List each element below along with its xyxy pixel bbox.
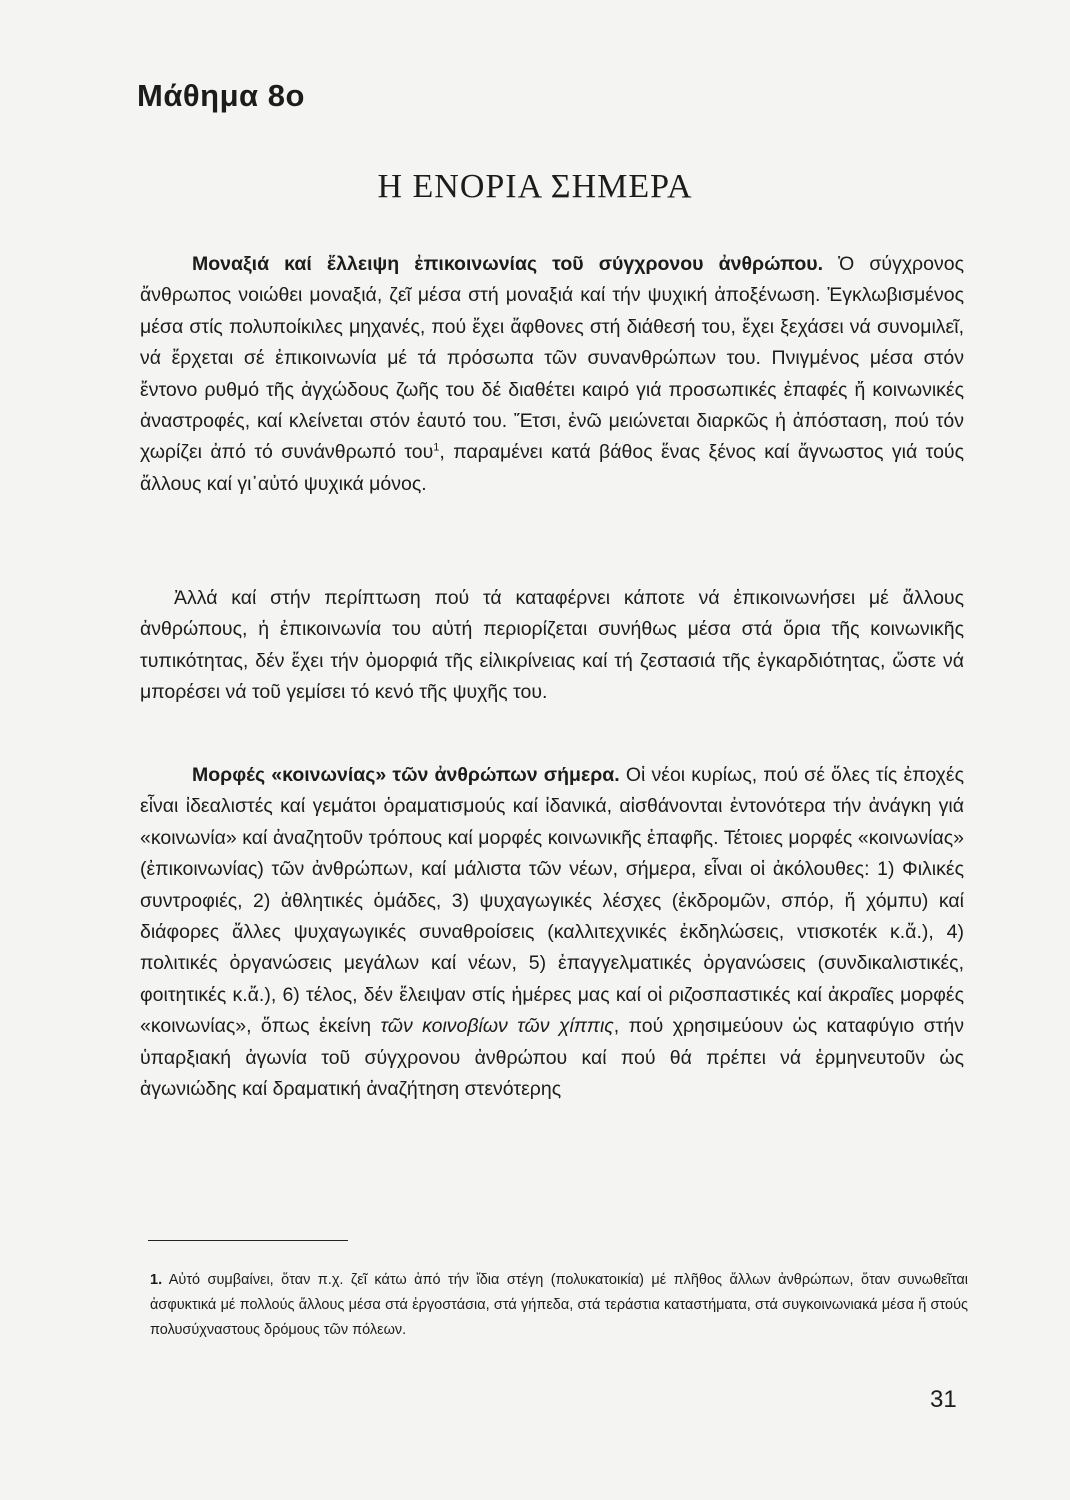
paragraph-communication: Ἀλλά καί στήν περίπτωση πού τά καταφέρνει κάποτε νά ἐπικοινωνήσει μέ ἄλλους ἀνθρώπους, ἡ ἐπικοινωνία του αὐτή περιορίζεται συνήθως μέσα στά ὅρια τῆς κοινωνικῆς τυπικότητας, δέν ἔχει τήν ὀμορφιά τῆς εἰλικρίνειας καί τή ζεστασιά τῆς ἐγκαρδιότητας, ὥστε νά μπορέσει νά τοῦ γεμίσει τό κενό τῆς ψυχῆς του. bbox=[140, 587, 964, 704]
italic-phrase: τῶν κοινοβίων τῶν χίππις bbox=[380, 1015, 614, 1038]
paragraph-text: Ὁ σύγχρονος ἄνθρωπος νοιώθει μοναξιά, ζεῖ μέσα στή μοναξιά καί τήν ψυχική ἀποξένωση. Ἐγκλωβισμένος μέσα στίς πολυποίκιλες μηχανές, πού ἔχει ἄφθονες στή διάθεσή του, ἔχει ξεχάσει νά συνομιλεῖ, νά ἔρχεται σέ ἐπικοινωνία μέ τά πρόσωπα τῶν συνανθρώπων του. Πνιγμένος μέσα στόν ἔντονο ρυθμό τῆς ἀγχώδους ζωῆς του δέ διαθέτει καιρό γιά προσωπικές ἐπαφές ἤ κοινωνικές ἀναστροφές, καί κλείνεται στόν ἑαυτό του. Ἔτσι, ἐνῶ μειώνεται διαρκῶς ἡ ἀπόσταση, πού τόν χωρίζει ἀπό τό συνάνθρωπό του bbox=[140, 253, 964, 464]
paragraph-text: Οἱ νέοι κυρίως, πού σέ ὅλες τίς ἐποχές εἶναι ἰδεαλιστές καί γεμάτοι ὁραματισμούς καί ἰδανικά, αἰσθάνονται ἐντονότερα τήν ἀνάγκη γιά «κοινωνία» καί ἀναζητοῦν τρόπους καί μορφές κοινωνικῆς ἐπαφῆς. Τέτοιες μορφές «κοινωνίας» (ἐπικοινωνίας) τῶν ἀνθρώπων, καί μάλιστα τῶν νέων, σήμερα, εἶναι οἱ ἀκόλουθες: 1) Φιλικές συντροφιές, 2) ἀθλητικές ὁμάδες, 3) ψυχαγωγικές λέσχες (ἐκδρομῶν, σπόρ, ἤ χόμπυ) καί διάφορες ἄλλες ψυχαγωγικές συναθροίσεις (καλλιτεχνικές ἐκδηλώσεις, ντισκοτέκ κ.ἄ.), 4) πολιτικές ὀργανώσεις μεγάλων καί νέων, 5) ἐπαγγελματικές ὀργανώσεις (συνδικαλιστικές, φοιτητικές κ.ἄ.), 6) τέλος, δέν ἔλειψαν στίς ἡμέρες μας καί οἱ ριζοσπαστικές καί ἀκραῖες μορφές «κοινωνίας», ὅπως ἐκείνη bbox=[140, 764, 964, 1038]
paragraph-forms-of-community bbox=[140, 760, 964, 1105]
paragraph-loneliness bbox=[140, 249, 964, 500]
footnote-reference: 1 bbox=[433, 441, 440, 454]
page-number: 31 bbox=[930, 1386, 957, 1413]
footnote-divider bbox=[148, 1240, 348, 1241]
paragraph-text: , παραμένει κατά βάθος ἕνας ξένος καί ἄγνωστος γιά τούς ἄλλους καί γι᾽αὐτό ψυχικά μόνος. bbox=[140, 441, 964, 495]
lesson-label: Μάθημα 8ο bbox=[137, 78, 305, 113]
section-heading-loneliness: Μοναξιά καί ἔλλειψη ἐπικοινωνίας τοῦ σύγχρονου ἀνθρώπου. bbox=[192, 253, 824, 275]
chapter-title: Η ΕΝΟΡΙΑ ΣΗΜΕΡΑ bbox=[377, 168, 693, 205]
paragraph-text: , πού χρησιμεύουν ὡς καταφύγιο στήν ὑπαρξιακή ἀγωνία τοῦ σύγχρονου ἀνθρώπου καί πού θά πρέπει νά ἑρμηνευτοῦν ὡς ἀγωνιώδης καί δραματική ἀναζήτηση στενότερης bbox=[140, 1015, 965, 1101]
footnote-number: 1. bbox=[150, 1272, 163, 1288]
footnote bbox=[150, 1268, 968, 1343]
section-heading-forms: Μορφές «κοινωνίας» τῶν ἀνθρώπων σήμερα. bbox=[192, 764, 620, 786]
footnote-text: Αὐτό συμβαίνει, ὅταν π.χ. ζεῖ κάτω ἀπό τήν ἴδια στέγη (πολυκατοικία) μέ πλῆθος ἄλλων ἀνθρώπων, ὅταν συνωθεῖται ἀσφυκτικά μέ πολλούς ἄλλους μέσα στά ἐργοστάσια, στά γήπεδα, στά τεράστια καταστήματα, στά συγκοινωνιακά μέσα ἤ στούς πολυσύχναστους δρόμους τῶν πόλεων. bbox=[150, 1272, 968, 1338]
